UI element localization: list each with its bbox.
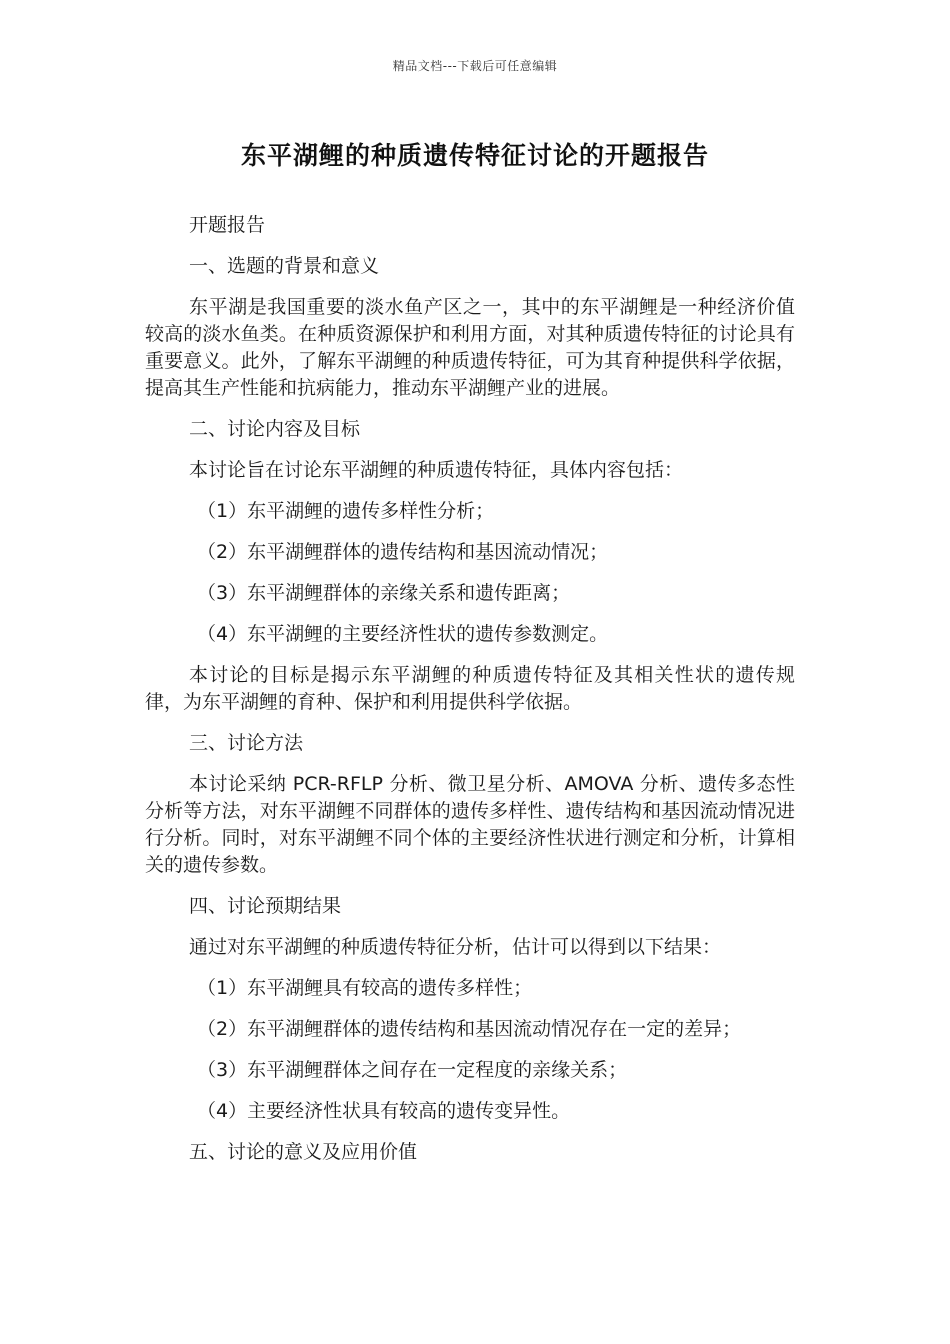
section-1-heading: 一、选题的背景和意义: [189, 255, 380, 277]
section-2-heading: 二、讨论内容及目标: [189, 418, 361, 440]
header-note: 精品文档---下载后可任意编辑: [392, 59, 558, 73]
section-4-list-item: （4）主要经济性状具有较高的遗传变异性。: [197, 1100, 571, 1122]
section-2-list-item: （1）东平湖鲤的遗传多样性分析；: [197, 500, 495, 522]
section-2-list-item: （4）东平湖鲤的主要经济性状的遗传参数测定。: [197, 623, 609, 645]
section-2-list-item: （3）东平湖鲤群体的亲缘关系和遗传距离；: [197, 582, 571, 604]
section-1-paragraph: 东平湖是我国重要的淡水鱼产区之一，其中的东平湖鲤是一种经济价值较高的淡水鱼类。在种质资源保护和利用方面，对其种质遗传特征的讨论具有重要意义。此外，了解东平湖鲤的种质遗传特征，可为其育种提供科学依据，提高其生产性能和抗病能力，推动东平湖鲤产业的进展。: [145, 296, 795, 399]
section-2-intro: 本讨论旨在讨论东平湖鲤的种质遗传特征，具体内容包括：: [189, 459, 684, 481]
section-5-heading: 五、讨论的意义及应用价值: [189, 1141, 418, 1163]
section-2-list-item: （2）东平湖鲤群体的遗传结构和基因流动情况；: [197, 541, 609, 563]
report-label: 开题报告: [189, 214, 266, 236]
section-4-list-item: （3）东平湖鲤群体之间存在一定程度的亲缘关系；: [197, 1059, 628, 1081]
section-4-list-item: （2）东平湖鲤群体的遗传结构和基因流动情况存在一定的差异；: [197, 1018, 742, 1040]
section-3-heading: 三、讨论方法: [189, 732, 304, 754]
document-title: 东平湖鲤的种质遗传特征讨论的开题报告: [240, 141, 709, 170]
section-4-list-item: （1）东平湖鲤具有较高的遗传多样性；: [197, 977, 533, 999]
section-4-intro: 通过对东平湖鲤的种质遗传特征分析，估计可以得到以下结果：: [189, 936, 722, 958]
document-body: [145, 212, 795, 1180]
section-3-paragraph: 本讨论采纳 PCR-RFLP 分析、微卫星分析、AMOVA 分析、遗传多态性分析等方法，对东平湖鲤不同群体的遗传多样性、遗传结构和基因流动情况进行分析。同时，对东平湖鲤不同个体的主要经济性状进行测定和分析，计算相关的遗传参数。: [145, 773, 795, 876]
section-2-goal: 本讨论的目标是揭示东平湖鲤的种质遗传特征及其相关性状的遗传规律，为东平湖鲤的育种、保护和利用提供科学依据。: [145, 664, 795, 713]
section-4-heading: 四、讨论预期结果: [189, 895, 342, 917]
